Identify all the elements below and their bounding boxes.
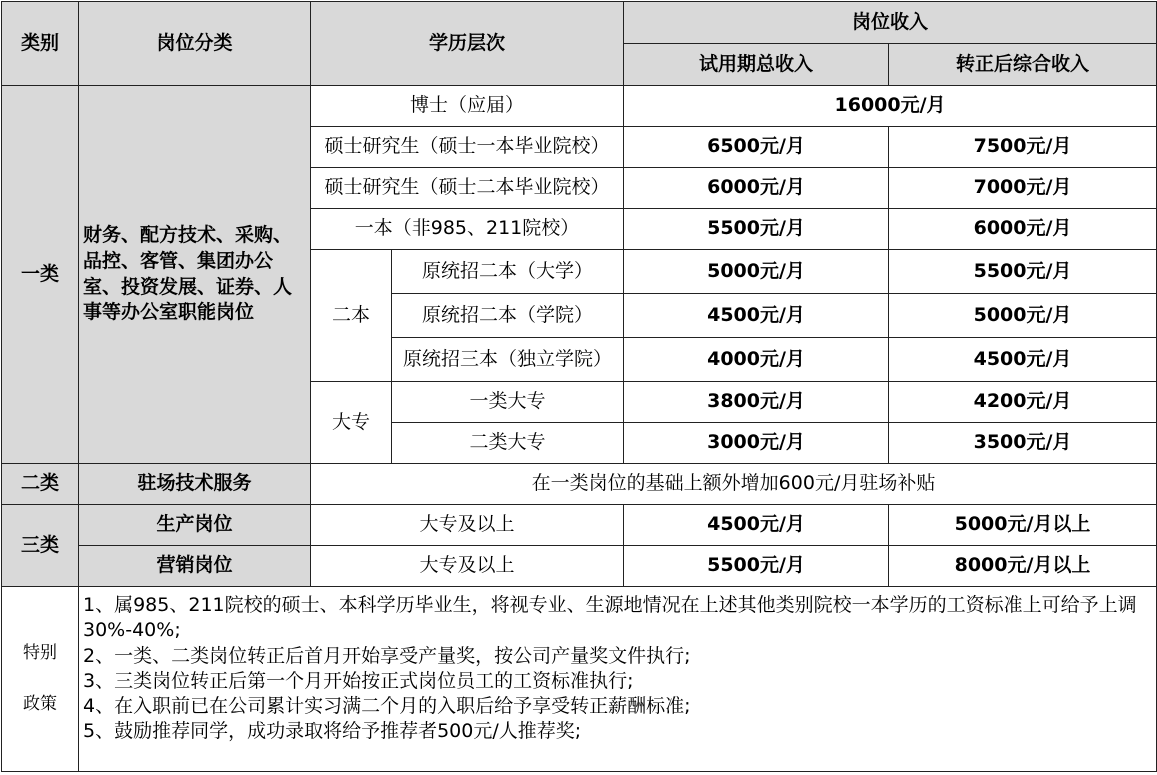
college-label: 大专 [311,382,392,464]
trial-tier1: 5500元/月 [624,209,889,250]
edu-master2: 硕士研究生（硕士二本毕业院校） [311,168,624,209]
class2-job: 驻场技术服务 [79,464,311,505]
trial-master1: 6500元/月 [624,127,889,168]
policy-item: 1、属985、211院校的硕士、本科学历毕业生，将视专业、生源地情况在上述其他类别院校一本学历的工资标准上可给予上调30%-40%; [83,594,1137,642]
class3-edu-sales: 大专及以上 [311,546,624,587]
header-education: 学历层次 [311,2,624,86]
policy-item: 5、鼓励推荐同学，成功录取将给予推荐者500元/人推荐奖; [83,720,582,743]
trial-college-2: 3000元/月 [624,423,889,464]
class3-edu-production: 大专及以上 [311,505,624,546]
policy-item: 4、在入职前已在公司累计实习满二个月的入职后给予享受转正薪酬标准; [83,695,691,718]
class3-label: 三类 [2,505,79,587]
edu-tier1: 一本（非985、211院校） [311,209,624,250]
edu-tier2-college: 原统招二本（学院） [392,294,624,338]
header-category: 类别 [2,2,79,86]
trial-tier3-independent: 4000元/月 [624,338,889,382]
regular-college-2: 3500元/月 [889,423,1157,464]
regular-college-1: 4200元/月 [889,382,1157,423]
class3-job-production: 生产岗位 [79,505,311,546]
regular-master1: 7500元/月 [889,127,1157,168]
regular-master2: 7000元/月 [889,168,1157,209]
policy-label [2,587,79,772]
regular-tier3-independent: 4500元/月 [889,338,1157,382]
policy-label-line2: 政策 [23,694,57,714]
tier2-label: 二本 [311,250,392,382]
class3-trial-production: 4500元/月 [624,505,889,546]
class3-trial-sales: 5500元/月 [624,546,889,587]
header-regular-income: 转正后综合收入 [889,44,1157,86]
class3-regular-production: 5000元/月以上 [889,505,1157,546]
edu-tier2-university: 原统招二本（大学） [392,250,624,294]
policy-label-line1: 特别 [23,643,57,663]
edu-college-2: 二类大专 [392,423,624,464]
policy-content [79,587,1157,772]
class2-label: 二类 [2,464,79,505]
policy-item: 2、一类、二类岗位转正后首月开始享受产量奖，按公司产量奖文件执行; [83,644,691,667]
class1-label: 一类 [2,86,79,464]
header-job-type: 岗位分类 [79,2,311,86]
edu-college-1: 一类大专 [392,382,624,423]
policy-item: 3、三类岗位转正后第一个月开始按正式岗位员工的工资标准执行; [83,669,634,692]
trial-tier2-college: 4500元/月 [624,294,889,338]
class2-note: 在一类岗位的基础上额外增加600元/月驻场补贴 [311,464,1157,505]
edu-tier3-independent: 原统招三本（独立学院） [392,338,624,382]
class3-job-sales: 营销岗位 [79,546,311,587]
class3-regular-sales: 8000元/月以上 [889,546,1157,587]
regular-tier1: 6000元/月 [889,209,1157,250]
trial-master2: 6000元/月 [624,168,889,209]
trial-college-1: 3800元/月 [624,382,889,423]
trial-tier2-university: 5000元/月 [624,250,889,294]
edu-phd: 博士（应届） [311,86,624,127]
header-trial-income: 试用期总收入 [624,44,889,86]
regular-tier2-college: 5000元/月 [889,294,1157,338]
class1-jobs: 财务、配方技术、采购、品控、客管、集团办公室、投资发展、证券、人事等办公室职能岗位 [79,86,311,464]
income-phd: 16000元/月 [624,86,1157,127]
header-income: 岗位收入 [624,2,1157,44]
edu-master1: 硕士研究生（硕士一本毕业院校） [311,127,624,168]
regular-tier2-university: 5500元/月 [889,250,1157,294]
salary-table [1,1,1157,772]
